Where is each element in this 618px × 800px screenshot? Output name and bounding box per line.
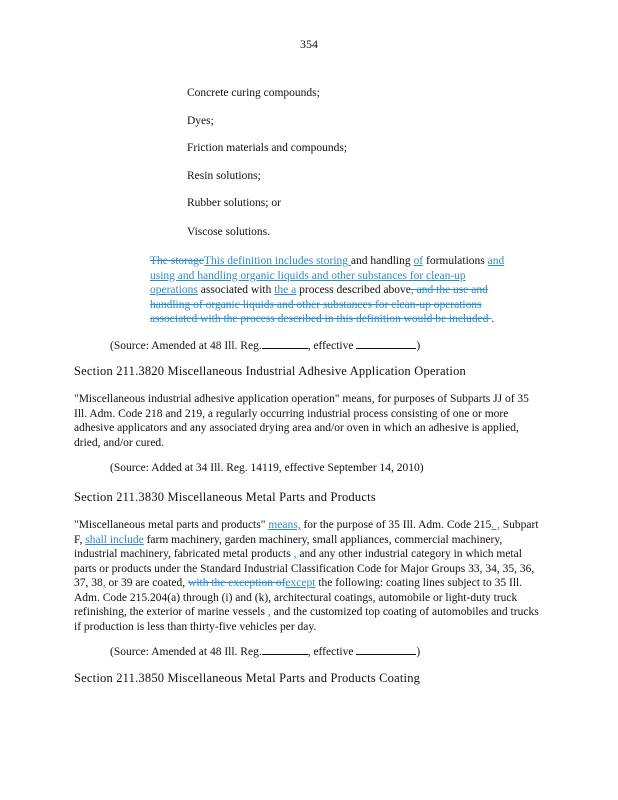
blank-line	[356, 338, 416, 349]
blank-line	[262, 644, 308, 655]
deleted-text: , and the use and handling of organic liquids and other substances for clean-up operations associated with the process described in this definition would be included	[150, 284, 492, 325]
page-number: 354	[300, 37, 318, 51]
list-item-resin: Resin solutions;	[187, 170, 261, 182]
list-item-rubber: Rubber solutions; or	[187, 197, 281, 209]
list-item-dyes: Dyes;	[187, 115, 214, 127]
inserted-text: ,	[102, 577, 106, 589]
inserted-text: ,	[293, 548, 297, 560]
source-note-amended-1: (Source: Amended at 48 Ill. Reg. , effective )	[110, 340, 421, 352]
section-heading-3830: Section 211.3830 Miscellaneous Metal Parts and Products	[74, 490, 376, 504]
storage-paragraph	[150, 254, 510, 327]
paragraph-text: and handling	[350, 255, 414, 267]
inserted-text: ,	[267, 606, 271, 618]
list-item-viscose: Viscose solutions.	[187, 226, 271, 238]
source-note-amended-2: (Source: Amended at 48 Ill. Reg. , effective )	[110, 646, 421, 658]
paragraph-text: process described above	[296, 284, 411, 296]
section-3830-body: "Miscellaneous metal parts and products" means, for the purpose of 35 Ill. Adm. Code 215. , Subpart F, shall include farm machinery, garden machinery, small appliances, commercial machinery, industrial machinery, fabricated metal products , and any other industrial category in which metal parts or products under the Standard Industrial Classification Code for Major Groups 33, 34, 35, 36, 37, 38, or 39 are coated, with the exception ofexcept the following: coating lines subject to 35 Ill. Adm. Code 215.204(a) through (i) and (k), architectural coatings, automobile or light-duty truck refinishing, the exterior of marine vessels , and the customized top coating of automobiles and trucks if production is less than thirty-five vehicles per day.	[74, 519, 539, 633]
inserted-text: . ,	[491, 519, 500, 531]
inserted-text: means,	[268, 519, 301, 531]
inserted-text: This definition includes storing	[203, 255, 351, 267]
blank-line	[356, 644, 416, 655]
source-note-added: (Source: Added at 34 Ill. Reg. 14119, effective September 14, 2010)	[110, 462, 424, 474]
blank-line	[262, 338, 308, 349]
list-item-friction: Friction materials and compounds;	[187, 142, 348, 154]
inserted-text: and using and handling organic liquids and other substances for clean-up operations	[150, 255, 505, 296]
section-heading-3850: Section 211.3850 Miscellaneous Metal Parts and Products Coating	[74, 671, 421, 685]
deleted-text: The storage	[150, 255, 204, 267]
inserted-text: except	[285, 577, 316, 589]
section-3820-body: "Miscellaneous industrial adhesive application operation" means, for purposes of Subparts JJ of 35 Ill. Adm. Code 218 and 219, a regularly occurring industrial process consisting of one or more adhesive applicators and any associated drying area and/or oven in which an adhesive is applied, dried, and/or cured.	[74, 393, 529, 449]
inserted-text: shall include	[85, 533, 144, 546]
list-item-concrete: Concrete curing compounds;	[187, 87, 320, 99]
paragraph-text: associated with	[197, 284, 275, 296]
paragraph-text: formulations	[423, 255, 485, 267]
inserted-text: the a	[274, 284, 297, 296]
section-heading-3820: Section 211.3820 Miscellaneous Industrial Adhesive Application Operation	[74, 364, 466, 378]
inserted-text: of	[413, 255, 424, 267]
deleted-text: with the exception of	[188, 577, 286, 589]
paragraph-text: .	[491, 313, 495, 325]
